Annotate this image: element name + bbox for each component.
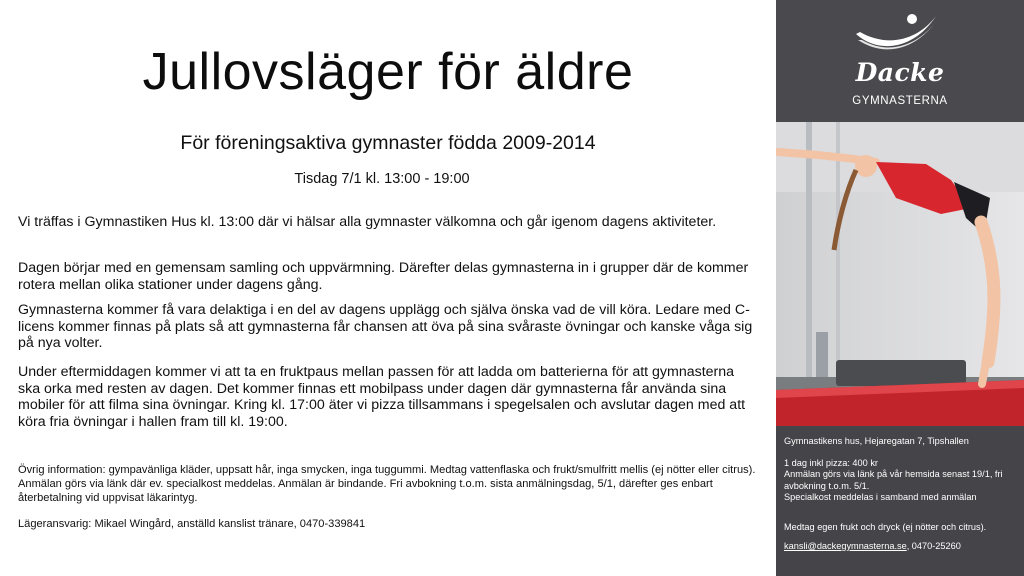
contact-line	[784, 541, 1022, 552]
phone-number: , 0470-25260	[906, 541, 961, 551]
event-datetime: Tisdag 7/1 kl. 13:00 - 19:00	[294, 171, 470, 187]
paragraph-leaders: Gymnasterna kommer få vara delaktiga i en del av dagens upplägg och själva önska vad de vill köra. Ledare med C-licens kommer finnas på plats så att gymnasterna får chansen att öva på sina svåraste övningar och kanske våga sig på nya volter.	[18, 302, 753, 352]
venue-address: Gymnastikens hus, Hejaregatan 7, Tipshallen	[784, 436, 969, 446]
email-link[interactable]: kansli@dackegymnasterna.se	[784, 541, 907, 551]
paragraph-intro: Vi träffas i Gymnastiken Hus kl. 13:00 där vi hälsar alla gymnaster välkomna och går igenom dagens aktiviteter.	[18, 214, 717, 230]
price-line: 1 dag inkl pizza: 400 kr	[784, 458, 878, 468]
paragraph-afternoon: Under eftermiddagen kommer vi att ta en fruktpaus mellan passen för att ladda om batterierna för att gymnasterna ska orka med resten av dagen. Det kommer finnas ett mobilpass under dagen där gymnasterna får använda sina mobiler för att filma sina övningar. Kring kl. 17:00 äter vi pizza tillsammans i spegelsalen och avslutar dagen med att köra fria övningar i hallen fram till kl. 19:00.	[18, 364, 746, 430]
gymnast-photo	[776, 122, 1024, 426]
club-logo	[776, 0, 1024, 122]
gymnast-swoosh-icon	[852, 10, 942, 60]
camp-contact: Lägeransvarig: Mikael Wingård, anställd kanslist tränare, 0470-339841	[18, 518, 366, 530]
fruit-note: Medtag egen frukt och dryck (ej nötter och citrus).	[784, 522, 987, 532]
other-information: Övrig information: gympavänliga kläder, uppsatt hår, inga smycken, inga tuggummi. Medtag vattenflaska och frukt/smulfritt mellis (ej nötter eller citrus). Anmälan görs via länk där ev. specialkost meddelas. Anmälan är bindande. Fri avbokning t.o.m. sista anmälningsdag, 5/1, därefter ges enbart återbetalning vid uppvisat läkarintyg.	[18, 464, 756, 504]
event-details	[784, 458, 1022, 504]
paragraph-schedule: Dagen börjar med en gemensam samling och uppvärmning. Därefter delas gymnasterna in i grupper där de kommer rotera mellan olika stationer under dagens gång.	[18, 260, 749, 293]
page-title: Jullovsläger för äldre	[142, 43, 634, 101]
subtitle: För föreningsaktiva gymnaster födda 2009-2014	[180, 132, 596, 154]
logo-name: Dacke	[855, 58, 945, 87]
sidebar	[776, 0, 1024, 576]
diet-line: Specialkost meddelas i samband med anmälan	[784, 492, 977, 503]
logo-subtitle: GYMNASTERNA	[852, 95, 948, 107]
signup-line: Anmälan görs via länk på vår hemsida senast 19/1, fri avbokning t.o.m. 5/1.	[784, 469, 1003, 491]
